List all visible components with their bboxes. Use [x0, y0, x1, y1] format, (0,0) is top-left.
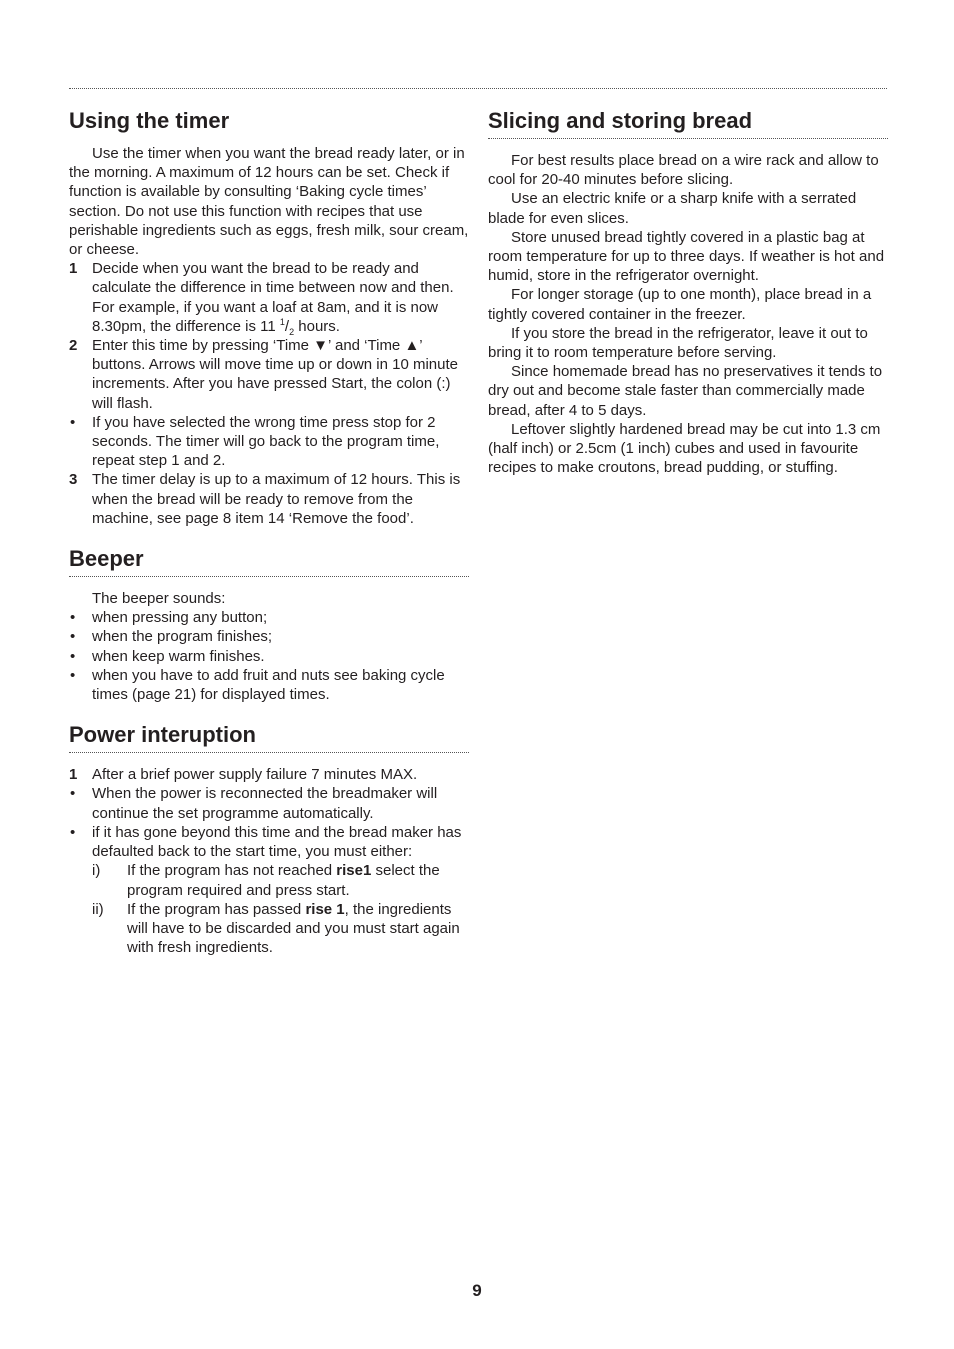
slicing-paragraph: For best results place bread on a wire rack and allow to cool for 20-40 minutes before slicing.	[488, 152, 879, 189]
step-number: 1	[69, 766, 78, 784]
sub-text-pre: If the program has passed	[127, 900, 306, 918]
beeper-intro: The beeper sounds:	[92, 590, 226, 608]
bullet-text: when the program finishes;	[92, 628, 273, 646]
power-section	[69, 718, 469, 957]
power-subitem-ii	[69, 900, 469, 958]
beeper-section	[69, 542, 469, 704]
sub-text-bold: rise1	[336, 862, 372, 880]
step-text: The timer delay is up to a maximum of 12 hours. This is when the bread will be ready to remove from the machine, see page 8 item 14 ‘Remove the food’.	[92, 471, 461, 527]
bullet-icon: •	[70, 628, 76, 646]
sub-marker: ii)	[92, 900, 104, 918]
timer-heading: Using the timer	[69, 108, 230, 133]
bullet-text: If you have selected the wrong time press stop for 2 seconds. The timer will go back to the program time, repeat step 1 and 2.	[92, 413, 440, 470]
timer-section	[69, 104, 469, 528]
right-column	[488, 104, 888, 477]
slicing-paragraph: Since homemade bread has no preservatives it tends to dry out and become stale faster than commercially made bread, after 4 to 5 days.	[488, 363, 883, 419]
step-text-tail: hours.	[294, 317, 340, 335]
step-text: Decide when you want the bread to be ready and calculate the difference in time between now and then. For example, if you want a loaf at 8am, and it is now 8.30pm, the difference is 11	[92, 260, 454, 335]
slicing-paragraph: Use an electric knife or a sharp knife with a serrated blade for even slices.	[488, 190, 857, 227]
bullet-icon: •	[70, 647, 76, 665]
beeper-heading: Beeper	[69, 542, 469, 577]
power-subitem-i	[69, 861, 469, 899]
slicing-heading: Slicing and storing bread	[488, 104, 888, 139]
sub-text-post: , the ingredients will have to be discarded and you must start again with fresh ingredients.	[127, 900, 460, 957]
fraction: $^1/_2$	[279, 316, 295, 337]
timer-step-3	[69, 470, 469, 528]
bullet-text: When the power is reconnected the breadmaker will continue the set programme automatically.	[92, 785, 438, 822]
slicing-paragraph: For longer storage (up to one month), place bread in a tightly covered container in the freezer.	[488, 286, 872, 323]
bullet-icon: •	[70, 823, 76, 841]
power-step-1	[69, 765, 469, 784]
slicing-paragraph: Store unused bread tightly covered in a plastic bag at room temperature for up to three days. If weather is hot and humid, store in the refrigerator overnight.	[488, 228, 885, 285]
beeper-item	[69, 666, 469, 704]
sub-text-post: select the program required and press start.	[127, 862, 440, 899]
sub-text-pre: If the program has not reached	[127, 862, 337, 880]
bullet-icon: •	[70, 666, 76, 684]
bullet-icon: •	[70, 413, 76, 431]
timer-bullet	[69, 413, 469, 471]
sub-marker: i)	[92, 862, 101, 880]
bullet-text: if it has gone beyond this time and the bread maker has defaulted back to the start time, you must either:	[92, 823, 462, 861]
timer-intro: Use the timer when you want the bread ready later, or in the morning. A maximum of 12 hours can be set. Check if function is available by consulting ‘Baking cycle times’ section. Do not use this function with recipes that use perishable ingredients such as eggs, fresh milk, sour cream, or cheese.	[69, 145, 469, 259]
power-heading: Power interuption	[69, 718, 469, 753]
step-text: Enter this time by pressing ‘Time ▼’ and ‘Time ▲’ buttons. Arrows will move time up or down in 10 minute increments. After you have pressed Start, the colon (:) will flash.	[92, 337, 458, 412]
bullet-icon: •	[70, 609, 76, 627]
beeper-item	[69, 608, 469, 627]
bullet-icon: •	[70, 785, 76, 803]
page-number: 9	[472, 1281, 482, 1300]
step-number: 1	[69, 260, 78, 278]
power-bullet	[69, 784, 469, 822]
timer-step-1	[69, 259, 469, 336]
bullet-text: when keep warm finishes.	[92, 647, 265, 665]
power-bullet	[69, 823, 469, 861]
top-divider	[69, 88, 887, 89]
step-number: 3	[69, 471, 78, 489]
left-column	[69, 104, 469, 957]
step-number: 2	[69, 337, 78, 355]
fraction-numerator: 1	[279, 316, 285, 327]
slicing-paragraph: Leftover slightly hardened bread may be cut into 1.3 cm (half inch) or 2.5cm (1 inch) cubes and used in favourite recipes to make croutons, bread pudding, or stuffing.	[488, 420, 881, 477]
bullet-text: when pressing any button;	[92, 609, 268, 627]
slicing-section	[488, 104, 888, 477]
beeper-item	[69, 647, 469, 666]
bullet-text: when you have to add fruit and nuts see baking cycle times (page 21) for displayed times.	[92, 666, 445, 704]
beeper-item	[69, 627, 469, 646]
sub-text-bold: rise 1	[305, 900, 345, 918]
slicing-paragraph: If you store the bread in the refrigerator, leave it out to bring it to room temperature before serving.	[488, 324, 868, 362]
fraction-denominator: 2	[289, 326, 295, 337]
timer-step-2	[69, 336, 469, 413]
step-text: After a brief power supply failure 7 minutes MAX.	[92, 766, 418, 784]
